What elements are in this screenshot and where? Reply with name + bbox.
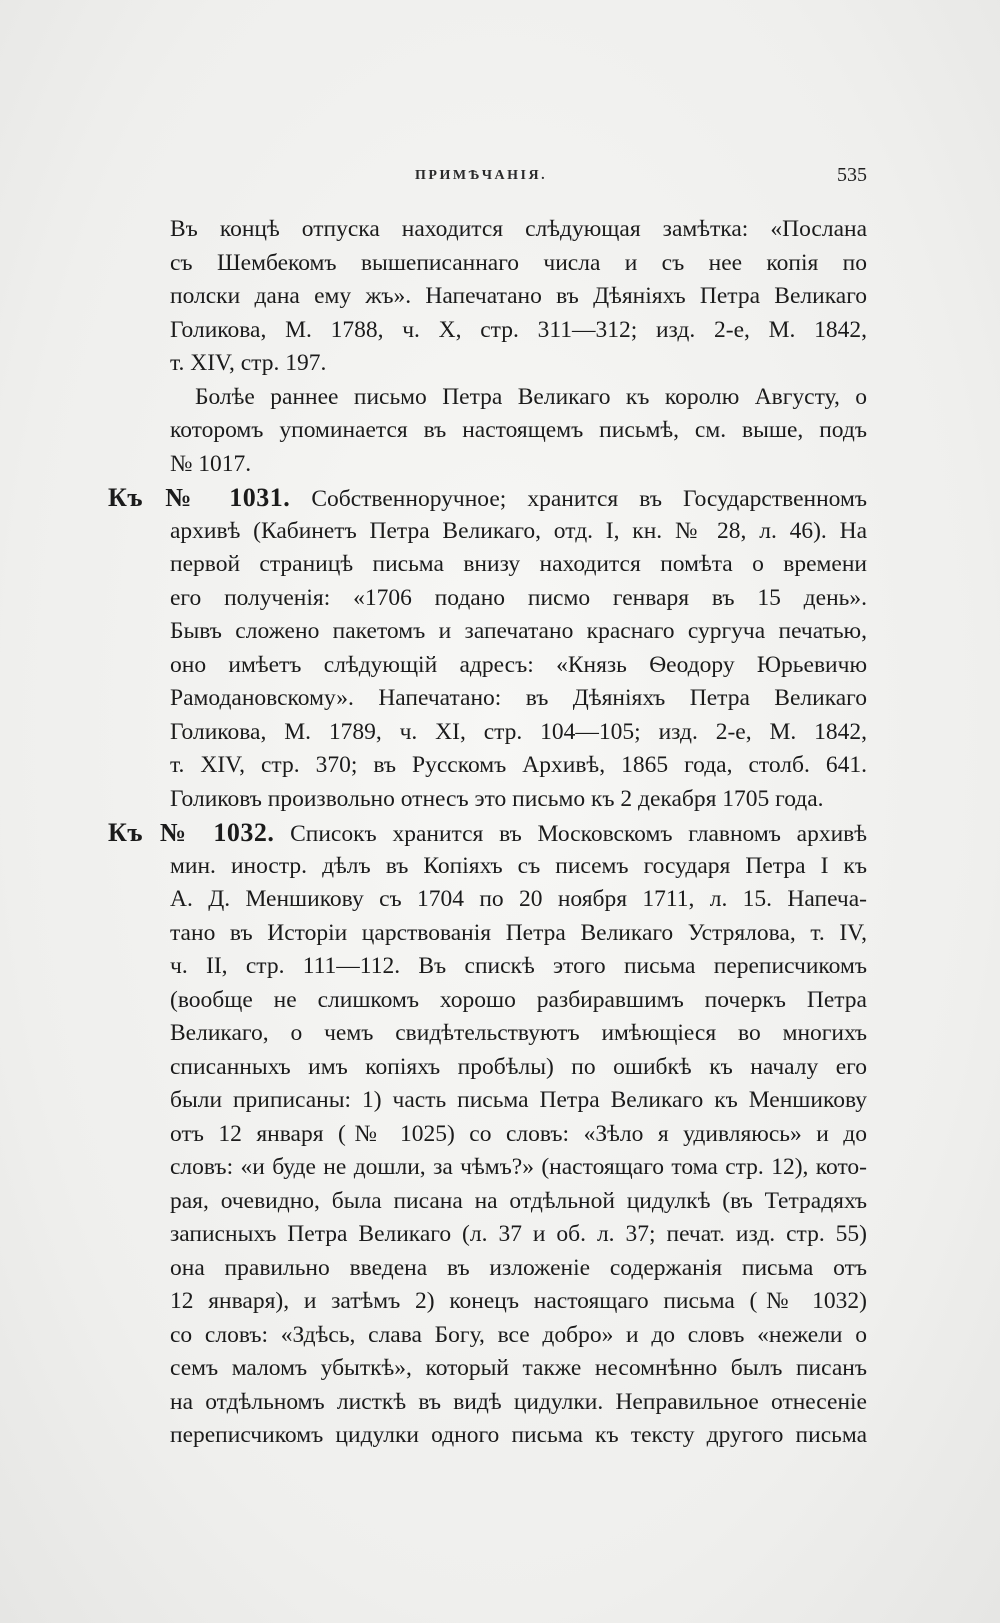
text-segment: Списокъ хранится въ Московскомъ главномъ архивѣ [274, 821, 867, 847]
page-header [170, 166, 867, 192]
text-line: на отдѣльномъ листкѣ въ видѣ цидулки. Неправильное отнесеніе [170, 1388, 867, 1415]
page-number: 535 [837, 164, 867, 186]
text-line: мин. иностр. дѣлъ въ Копіяхъ съ писемъ государя Петра I къ [170, 852, 867, 879]
text-line: отъ 12 января (№ 1025) со словъ: «Зѣло я удивляюсь» и до [170, 1120, 867, 1147]
text-line: Въ концѣ отпуска находится слѣдующая замѣтка: «Послана [170, 216, 867, 242]
note-heading-line [108, 481, 867, 515]
text-line: оно имѣетъ слѣдующій адресъ: «Князь Ѳеодору Юрьевичю [170, 651, 867, 678]
text-line: Болѣе раннее письмо Петра Великаго къ королю Августу, о [195, 383, 867, 410]
text-line: Рамодановскому». Напечатано: въ Дѣяніяхъ Петра Великаго [170, 685, 867, 711]
text-segment: Собственноручное; хранится въ Государственномъ [290, 486, 867, 512]
text-line: переписчикомъ цидулки одного письма къ тексту другого письма [170, 1422, 867, 1448]
text-line: съ Шембекомъ вышеписаннаго числа и съ нее копія по [170, 249, 867, 276]
text-line: его полученія: «1706 подано писмо генваря въ 15 день». [170, 584, 867, 611]
text-line: Бывъ сложено пакетомъ и запечатано краснаго сургуча печатью, [170, 618, 867, 644]
text-line: первой страницѣ письма внизу находится помѣта о времени [170, 551, 867, 577]
text-line: списанныхъ имъ копіяхъ пробѣлы) по ошибкѣ къ началу его [170, 1053, 867, 1080]
text-line: рая, очевидно, была писана на отдѣльной цидулкѣ (въ Тетрадяхъ [170, 1187, 867, 1214]
note-reference-1032: Къ № 1032. [108, 818, 275, 847]
text-line: Великаго, о чемъ свидѣтельствуютъ имѣющіеся во многихъ [170, 1020, 867, 1046]
note-reference-1031: Къ № 1031. [108, 483, 291, 512]
text-line: ч. II, стр. 111—112. Въ спискѣ этого письма переписчикомъ [170, 953, 867, 979]
text-line: 12 января), и затѣмъ 2) конецъ настоящаго письма (№ 1032) [170, 1288, 867, 1314]
text-line: архивѣ (Кабинетъ Петра Великаго, отд. I, кн. № 28, л. 46). На [170, 517, 867, 544]
text-line: со словъ: «Здѣсь, слава Богу, все добро» и до словъ «нежели о [170, 1321, 867, 1348]
running-title: ПРИМѢЧАНІЯ. [415, 168, 548, 183]
text-line: Голикова, М. 1788, ч. X, стр. 311—312; изд. 2-е, М. 1842, [170, 316, 867, 343]
text-line: записныхъ Петра Великаго (л. 37 и об. л. 37; печат. изд. стр. 55) [170, 1221, 867, 1247]
text-line: (вообще не слишкомъ хорошо разбиравшимъ почеркъ Петра [170, 986, 867, 1013]
text-line: тано въ Исторіи царствованія Петра Великаго Устрялова, т. IV, [170, 919, 867, 946]
text-line: были приписаны: 1) часть письма Петра Великаго къ Меншикову [170, 1087, 867, 1113]
text-line: № 1017. [170, 450, 252, 477]
notes-body [108, 213, 867, 1453]
text-line: Голикова, М. 1789, ч. XI, стр. 104—105; изд. 2-е, М. 1842, [170, 718, 867, 745]
text-line: полски дана ему жъ». Напечатано въ Дѣяніяхъ Петра Великаго [170, 283, 867, 309]
text-line: т. XIV, стр. 197. [170, 350, 327, 376]
text-line: словъ: «и буде не дошли, за чѣмъ?» (настоящаго тома стр. 12), кото- [170, 1154, 867, 1180]
text-line: т. XIV, стр. 370; въ Русскомъ Архивѣ, 1865 года, столб. 641. [170, 752, 867, 778]
text-line: она правильно введена въ изложеніе содержанія письма отъ [170, 1254, 867, 1281]
text-line: семъ маломъ убыткѣ», который также несомнѣнно былъ писанъ [170, 1355, 867, 1381]
text-line: которомъ упоминается въ настоящемъ письмѣ, см. выше, подъ [170, 417, 867, 443]
text-line: А. Д. Меншикову съ 1704 по 20 ноября 1711, л. 15. Напеча- [170, 886, 867, 912]
text-line: Голиковъ произвольно отнесъ это письмо къ 2 декабря 1705 года. [170, 785, 824, 812]
note-heading-line [108, 816, 867, 850]
